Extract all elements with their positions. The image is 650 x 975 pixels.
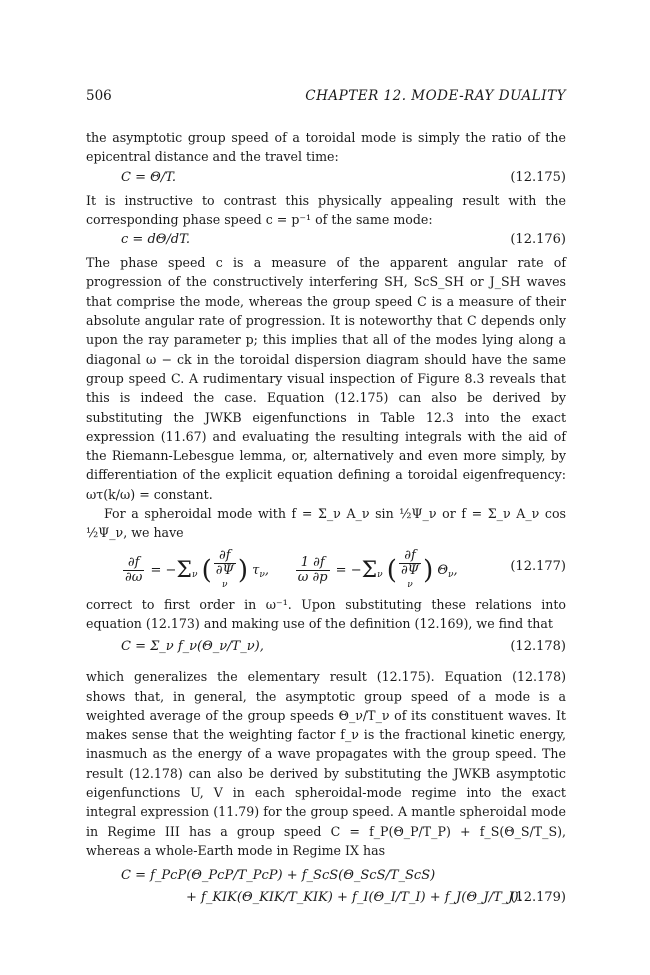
- paragraph-4: For a spheroidal mode with f = Σ_ν A_ν sin ½Ψ_ν or f = Σ_ν A_ν cos ½Ψ_ν, we have: [86, 506, 566, 541]
- body-text: [86, 128, 566, 914]
- equation-text: C = Σ_ν f_ν(Θ_ν/T_ν),: [121, 639, 264, 655]
- equation-12-175: [86, 167, 566, 191]
- page-number: 506: [86, 88, 112, 104]
- equation-number: (12.177): [510, 558, 566, 574]
- equation-number: (12.179): [510, 890, 566, 906]
- equation-text: c = dΘ/dT.: [121, 232, 191, 248]
- equation-12-176: [86, 229, 566, 253]
- equation-line-1: C = f_PcP(Θ_PcP/T_PcP) + f_ScS(Θ_ScS/T_ScS): [121, 868, 436, 884]
- equation-number: (12.176): [510, 232, 566, 248]
- paragraph-3: The phase speed c is a measure of the apparent angular rate of progression of the constructively interfering SH, ScS_SH or J_SH waves that comprise the mode, whereas the group speed C is a measure of their absolute angular rate of progression. It is noteworthy that C depends only upon the ray parameter p; this implies that all of the modes lying along a diagonal ω − ck in the toroidal dispersion diagram should have the same group speed C. A rudimentary visual inspection of Figure 8.3 reveals that this is indeed the case. Equation (12.175) can also be derived by substituting the JWKB eigenfunctions in Table 12.3 into the exact expression (11.67) and evaluating the resulting integrals with the aid of the Riemann-Lebesgue lemma, or, alternatively and even more simply, by differentiation of the explicit equation defining a toroidal eigenfrequency: ωτ(k/ω) = constant.: [86, 255, 566, 502]
- equation-12-179: [86, 866, 566, 914]
- equation-line-2: + f_KIK(Θ_KIK/T_KIK) + f_I(Θ_I/T_I) + f_J(Θ_J/T_J).: [186, 890, 523, 906]
- paragraph-2: It is instructive to contrast this physically appealing result with the corresponding phase speed c = p⁻¹ of the same mode:: [86, 192, 566, 227]
- running-header: [86, 88, 566, 108]
- paragraph-6: which generalizes the elementary result (12.175). Equation (12.178) shows that, in general, the asymptotic group speed of a mode is a weighted average of the group speeds Θ_ν/T_ν of its constituent waves. It makes sense that the weighting factor f_ν is the fractional kinetic energy, inasmuch as the energy of a wave propagates with the group speed. The result (12.178) can also be derived by substituting the JWKB asymptotic eigenfunctions U, V in each spheroidal-mode regime into the exact integral expression (11.79) for the group speed. A mantle spheroidal mode in Regime III has a group speed C = f_P(Θ_P/T_P) + f_S(Θ_S/T_S), whereas a whole-Earth mode in Regime IX has: [86, 669, 566, 858]
- equation-derivatives: $\frac{\partial f}{\partial\omega}$ = $-\Sigma_\nu$ ( ∂f ∂Ψ ν ) $\tau_\nu$, $\frac{1 \partial f}{\omega \partial p}$ = $-\Sigma_\nu$ ( ∂f ∂Ψ ν ) $\Theta_\nu$,: [125, 547, 458, 590]
- equation-number: (12.178): [510, 639, 566, 655]
- paragraph-5: correct to first order in ω⁻¹. Upon substituting these relations into equation (12.173) and making use of the definition (12.169), we find that: [86, 596, 566, 631]
- equation-12-177: [86, 543, 566, 595]
- equation-number: (12.175): [510, 169, 566, 185]
- paragraph-1: the asymptotic group speed of a toroidal mode is simply the ratio of the epicentral distance and the travel time:: [86, 130, 566, 165]
- equation-text: C = Θ/T.: [121, 169, 177, 185]
- chapter-title: CHAPTER 12. MODE-RAY DUALITY: [305, 88, 566, 104]
- equation-12-178: [86, 633, 566, 667]
